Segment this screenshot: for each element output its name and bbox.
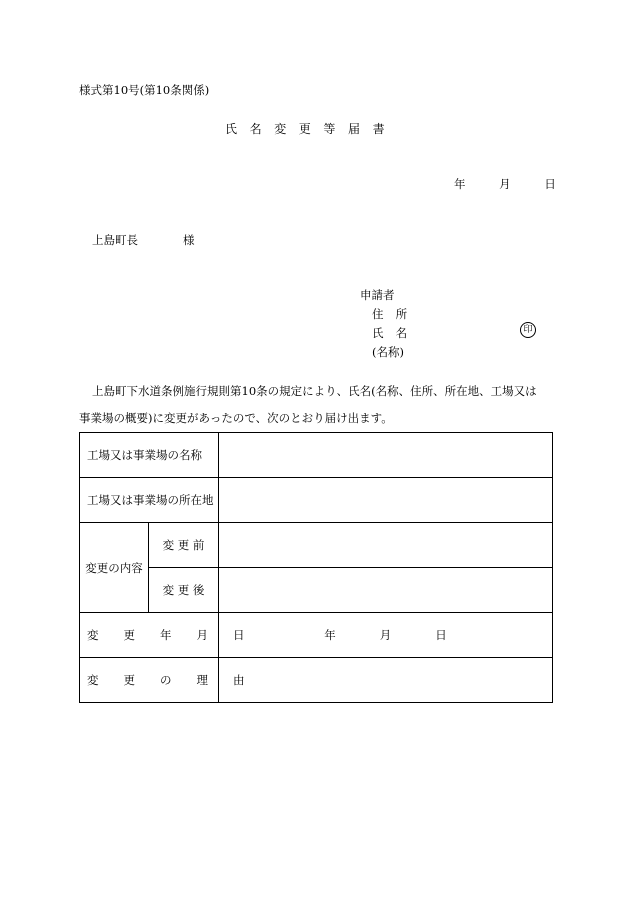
- table-row: [80, 523, 553, 568]
- before-label: 変 更 前: [149, 523, 219, 568]
- facility-location-field[interactable]: [219, 478, 553, 523]
- change-reason-field[interactable]: [219, 658, 553, 703]
- change-date-year: 年: [324, 628, 336, 642]
- before-field[interactable]: [219, 523, 553, 568]
- after-field[interactable]: [219, 568, 553, 613]
- applicant-block: [360, 286, 419, 362]
- table-row: [80, 478, 553, 523]
- notification-table: [79, 432, 553, 703]
- change-date-label: 変 更 年 月 日: [80, 613, 219, 658]
- facility-name-label: 工場又は事業場の名称: [80, 433, 219, 478]
- change-date-field[interactable]: [219, 613, 553, 658]
- date-year: 年: [454, 177, 466, 191]
- change-content-label: 変更の内容: [80, 523, 149, 613]
- applicant-name-label: 氏名: [372, 326, 420, 340]
- page-title: 氏名変更等届書: [225, 122, 398, 136]
- table-row: [80, 658, 553, 703]
- table-row: [80, 433, 553, 478]
- addressee: [92, 232, 195, 248]
- change-reason-label: 変 更 の 理 由: [80, 658, 219, 703]
- body-text-line-1: 上島町下水道条例施行規則第10条の規定により、氏名(名称、住所、所在地、工場又は: [92, 384, 537, 398]
- change-date-day: 日: [435, 628, 447, 642]
- addressee-honorific: 様: [183, 233, 195, 247]
- applicant-alt-name-label: (名称): [372, 345, 404, 359]
- applicant-label: 申請者: [360, 288, 395, 302]
- applicant-address-label: 住所: [372, 307, 420, 321]
- date-day: 日: [544, 177, 556, 191]
- submission-date: [454, 176, 556, 192]
- form-number: 様式第10号(第10条関係): [79, 83, 210, 97]
- body-text-line-2: 事業場の概要)に変更があったので、次のとおり届け出ます。: [79, 411, 393, 425]
- table-row: [80, 568, 553, 613]
- facility-name-field[interactable]: [219, 433, 553, 478]
- date-month: 月: [499, 177, 511, 191]
- seal-icon: 印: [520, 322, 536, 338]
- addressee-name: 上島町長: [92, 233, 138, 247]
- table-row: [80, 613, 553, 658]
- after-label: 変 更 後: [149, 568, 219, 613]
- change-date-month: 月: [379, 628, 392, 642]
- facility-location-label: 工場又は事業場の所在地: [80, 478, 219, 523]
